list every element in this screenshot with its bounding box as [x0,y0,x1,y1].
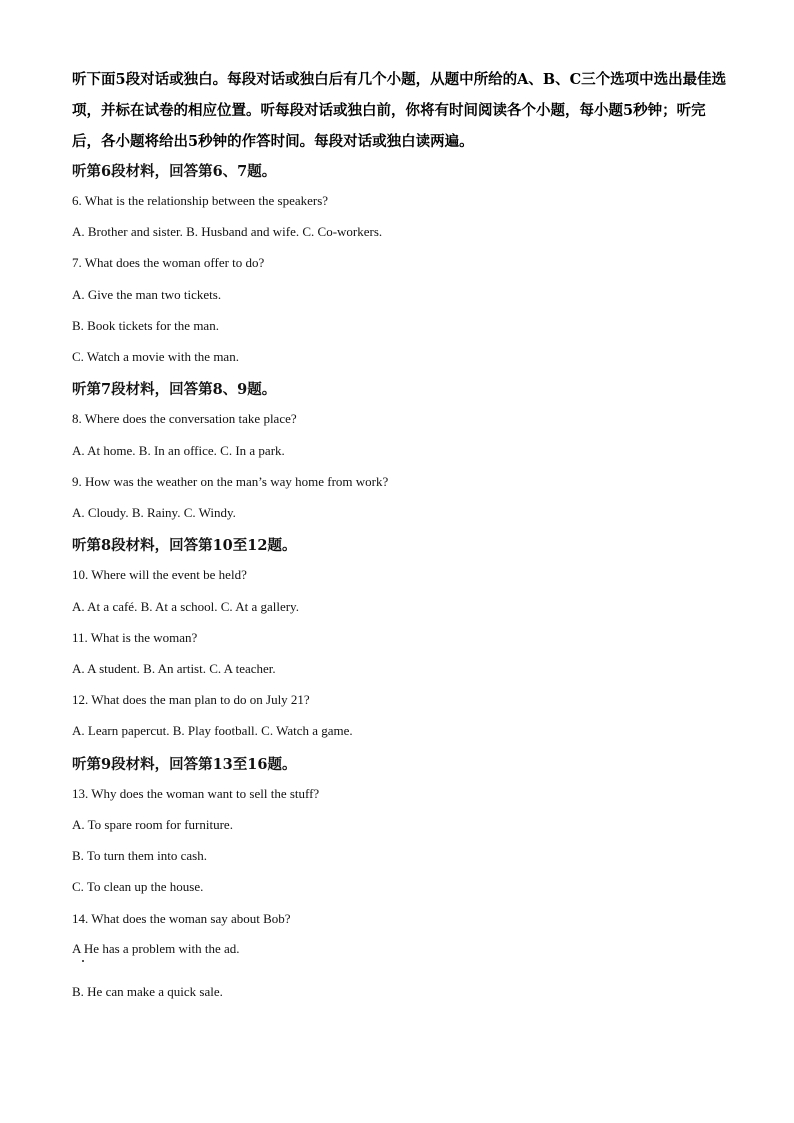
question-11: 11. What is the woman? [72,630,198,645]
material-8-heading: 听第8段材料，回答第10至12题。 [72,537,297,554]
question-8-options: A. At home. B. In an office. C. In a park. [72,443,285,458]
question-9-options: A. Cloudy. B. Rainy. C. Windy. [72,505,236,520]
question-13-option-c: C. To clean up the house. [72,879,204,894]
question-10-options: A. At a café. B. At a school. C. At a gallery. [72,599,299,614]
question-7-option-b: B. Book tickets for the man. [72,318,219,333]
question-11-options: A. A student. B. An artist. C. A teacher. [72,661,276,676]
question-13-option-b: B. To turn them into cash. [72,848,207,863]
question-9: 9. How was the weather on the man’s way home from work? [72,474,389,489]
question-14: 14. What does the woman say about Bob? [72,911,291,926]
question-6-options: A. Brother and sister. B. Husband and wife. C. Co-workers. [72,224,383,239]
question-8: 8. Where does the conversation take place? [72,411,297,426]
question-14-option-b: B. He can make a quick sale. [72,984,223,999]
material-7-heading: 听第7段材料，回答第8、9题。 [72,381,277,398]
question-12-options: A. Learn papercut. B. Play football. C. Watch a game. [72,723,353,738]
question-7-option-c: C. Watch a movie with the man. [72,349,239,364]
question-7: 7. What does the woman offer to do? [72,255,265,270]
section-instructions: 听下面5段对话或独白。每段对话或独白后有几个小题，从题中所给的A、B、C三个选项中选出最佳选项，并标在试卷的相应位置。听每段对话或独白前，你将有时间阅读各个小题，每小题5秒钟；听完后，各小题将给出5秒钟的作答时间。每段对话或独白读两遍。 [72,71,727,150]
material-6-heading: 听第6段材料，回答第6、7题。 [72,163,277,180]
stray-dot [82,960,84,962]
question-6: 6. What is the relationship between the speakers? [72,193,329,208]
question-14-option-a: A He has a problem with the ad. [72,941,240,956]
question-10: 10. Where will the event be held? [72,567,247,582]
question-7-option-a: A. Give the man two tickets. [72,287,222,302]
material-9-heading: 听第9段材料，回答第13至16题。 [72,756,297,773]
question-12: 12. What does the man plan to do on July 21? [72,692,310,707]
question-13-option-a: A. To spare room for furniture. [72,817,233,832]
question-13: 13. Why does the woman want to sell the stuff? [72,786,320,801]
